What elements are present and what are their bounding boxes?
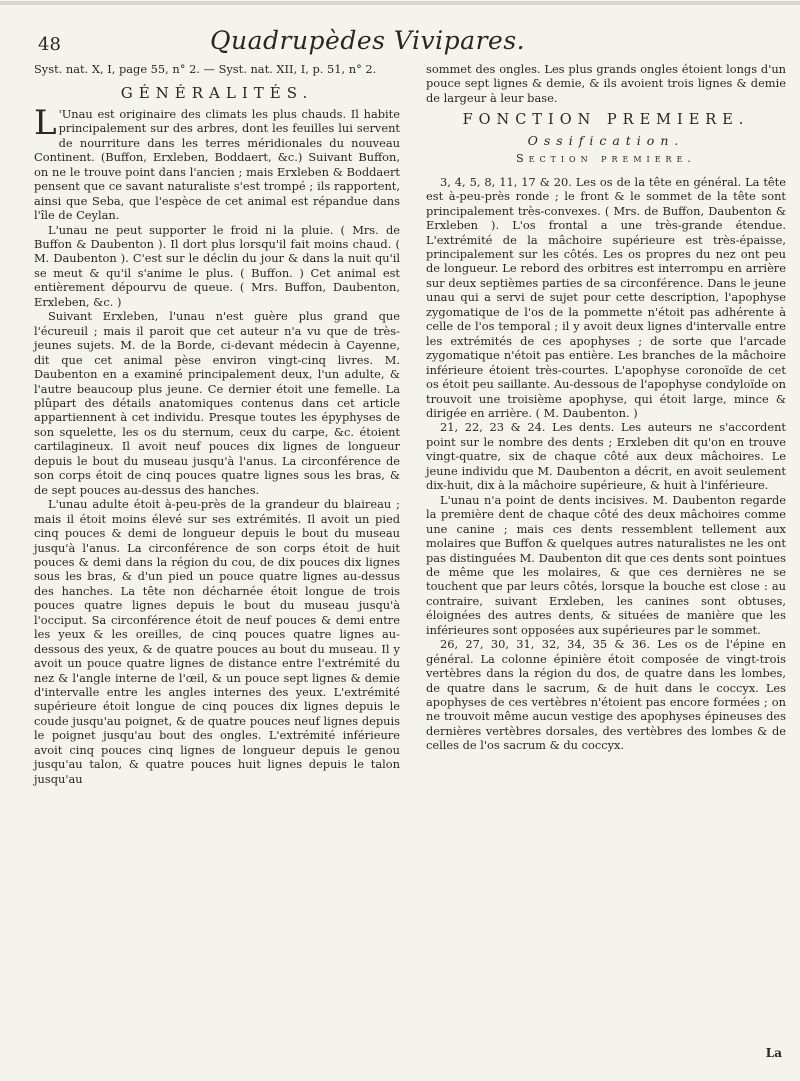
paragraph-climate: L'unau ne peut supporter le froid ni la pluie. ( Mrs. de Buffon & Daubenton ). Il dort plus lorsqu'il fait moins chaud. ( M. Daubenton ). C'est sur le déclin du jour & dans la nuit qu'il se meut & qu'il s'anime le plus. ( Buffon. ) Cet animal est entièrement dépourvu de queue. ( Mrs. Buffon, Daubenton, Erxleben, &c. )	[34, 222, 400, 309]
paragraph-size-young: Suivant Erxleben, l'unau n'est guère plus grand que l'écureuil ; mais il paroit que cet auteur n'a vu que de très-jeunes sujets. M. de la Borde, ci-devant médecin à Cayenne, dit que cet animal pèse environ vingt-cinq livres. M. Daubenton en a examiné principalement deux, l'un adulte, & l'autre beaucoup plus jeune. Ce dernier étoit une femelle. La plûpart des détails anatomiques contenus dans cet article appartiennent à cet individu. Presque toutes les épyphyses de son squelette, les os du sternum, ceux du carpe, &c. étoient cartilagineux. Il avoit neuf pouces dix lignes de longueur depuis le bout du museau jusqu'à l'anus. La circonférence de son corps étoit de cinq pouces quatre lignes sous les bras, & de sept pouces au-dessus des hanches.	[34, 309, 400, 497]
heading-section-premiere: Section premiere.	[516, 152, 696, 166]
catchword: La	[765, 1046, 782, 1060]
left-column	[34, 62, 400, 786]
drop-cap: L	[34, 102, 57, 143]
section-heading-generalites: GÉNÉRALITÉS.	[120, 84, 314, 103]
page-header	[30, 26, 790, 62]
top-edge-rule	[0, 1, 800, 5]
paragraph-origin-text: 'Unau est originaire des climats les plus chauds. Il habite principalement sur des arbres, dont les feuilles lui servent de nourriture dans les terres méridionales du nouveau Continent. (Buffon, Erxleben, Boddaert, &c.) Suivant Buffon, on ne le trouve point dans l'ancien ; mais Erxleben & Boddaert pensent que ce savant naturaliste s'est trompé ; ils rapportent, ainsi que Seba, que l'espèce de cet animal est répandue dans l'île de Ceylan.	[34, 106, 400, 223]
paragraph-teeth: 21, 22, 23 & 24. Les dents. Les auteurs ne s'accordent point sur le nombre des dents ; Erxleben dit qu'on en trouve vingt-quatre, six de chaque côté aux deux mâchoires. Le jeune individu que M. Daubenton a décrit, en avoit seulement dix-huit, dix à la mâchoire supérieure, & huit à l'inférieure.	[426, 420, 786, 493]
paragraph-origin	[34, 102, 400, 223]
heading-ossification: Ossification.	[527, 132, 685, 148]
right-column	[426, 62, 786, 753]
reference-line: Syst. nat. X, I, page 55, n° 2. — Syst. nat. XII, I, p. 51, n° 2.	[34, 62, 377, 76]
paragraph-nails: sommet des ongles. Les plus grands ongles étoient longs d'un pouce sept lignes & demie, & ils avoient trois lignes & demie de largeur à leur base.	[426, 62, 786, 105]
heading-fonction-premiere: FONCTION PREMIERE.	[462, 112, 750, 129]
paragraph-incisors: L'unau n'a point de dents incisives. M. Daubenton regarde la première dent de chaque côté des deux mâchoires comme une canine ; mais ces dents ressemblent tellement aux molaires que Buffon & quelques autres naturalistes ne les ont pas distinguées M. Daubenton dit que ces dents sont pointues de même que les molaires, & que ces dernières ne se touchent que par leurs côtés, lorsque la bouche est close : au contraire, suivant Erxleben, les canines sont obtuses, éloignées des autres dents, & situées de manière que les inférieures sont opposées aux supérieures par le sommet.	[426, 492, 786, 637]
paragraph-head-bones: 3, 4, 5, 8, 11, 17 & 20. Les os de la tête en général. La tête est à-peu-près ronde ; le front & le sommet de la tête sont principalement très-convexes. ( Mrs. de Buffon, Daubenton & Erxleben ). L'os frontal a une très-grande étendue. L'extrémité de la mâchoire supérieure est très-épaisse, principalement sur les côtés. Les os propres du nez ont peu de longueur. Le rebord des orbitres est interrompu en arrière sur deux septièmes parties de sa circonférence. Dans le jeune unau qui a servi de sujet pour cette description, l'apophyse zygomatique de l'os de la pommette n'étoit pas adhérente à celle de l'os temporal ; il y avoit deux lignes d'intervalle entre les extrémités de ces apophyses ; de sorte que l'arcade zygomatique n'étoit pas entière. Les branches de la mâchoire inférieure étoient très-courtes. L'apophyse coronoïde de cet os étoit peu saillante. Au-dessous de l'apophyse condyloïde on trouvoit une troisième apophyse, qui étoit large, mince & dirigée en arrière. ( M. Daubenton. )	[426, 174, 786, 420]
page-number: 48	[38, 34, 61, 55]
running-title: Quadrupèdes Vivipares.	[210, 26, 526, 55]
paragraph-size-adult: L'unau adulte étoit à-peu-près de la grandeur du blaireau ; mais il étoit moins élevé sur ses extrémités. Il avoit un pied cinq pouces & demi de longueur depuis le bout du museau jusqu'à l'anus. La circonférence de son corps étoit de huit pouces & demi dans la région du cou, de dix pouces dix lignes sous les bras, & d'un pied un pouce quatre lignes au-dessus des hanches. La tête non décharnée étoit longue de trois pouces quatre lignes depuis le bout du museau jusqu'à l'occiput. Sa circonférence étoit de neuf pouces & demi entre les yeux & les oreilles, de cinq pouces quatre lignes au-dessous des yeux, & de quatre pouces au bout du museau. Il y avoit un pouce quatre lignes de distance entre l'extrémité du nez & l'angle interne de l'œil, & un pouce sept lignes & demie d'intervalle entre les angles internes des yeux. L'extrémité supérieure étoit longue de cinq pouces dix lignes depuis le coude jusqu'au poignet, & de quatre pouces neuf lignes depuis le poignet jusqu'au bout des ongles. L'extrémité inférieure avoit cinq pouces cinq lignes de longueur depuis le genou jusqu'au talon, & quatre pouces huit lignes depuis le talon jusqu'au	[34, 497, 400, 786]
paragraph-spine: 26, 27, 30, 31, 32, 34, 35 & 36. Les os de l'épine en général. La colonne épinière étoit composée de vingt-trois vertèbres dans la région du dos, de quatre dans les lombes, de quatre dans le sacrum, & de huit dans le coccyx. Les apophyses de ces vertèbres n'étoient pas encore formées ; on ne trouvoit même aucun vestige des apophyses épineuses des dernières vertèbres dorsales, des vertèbres des lombes & de celles de l'os sacrum & du coccyx.	[426, 637, 786, 753]
